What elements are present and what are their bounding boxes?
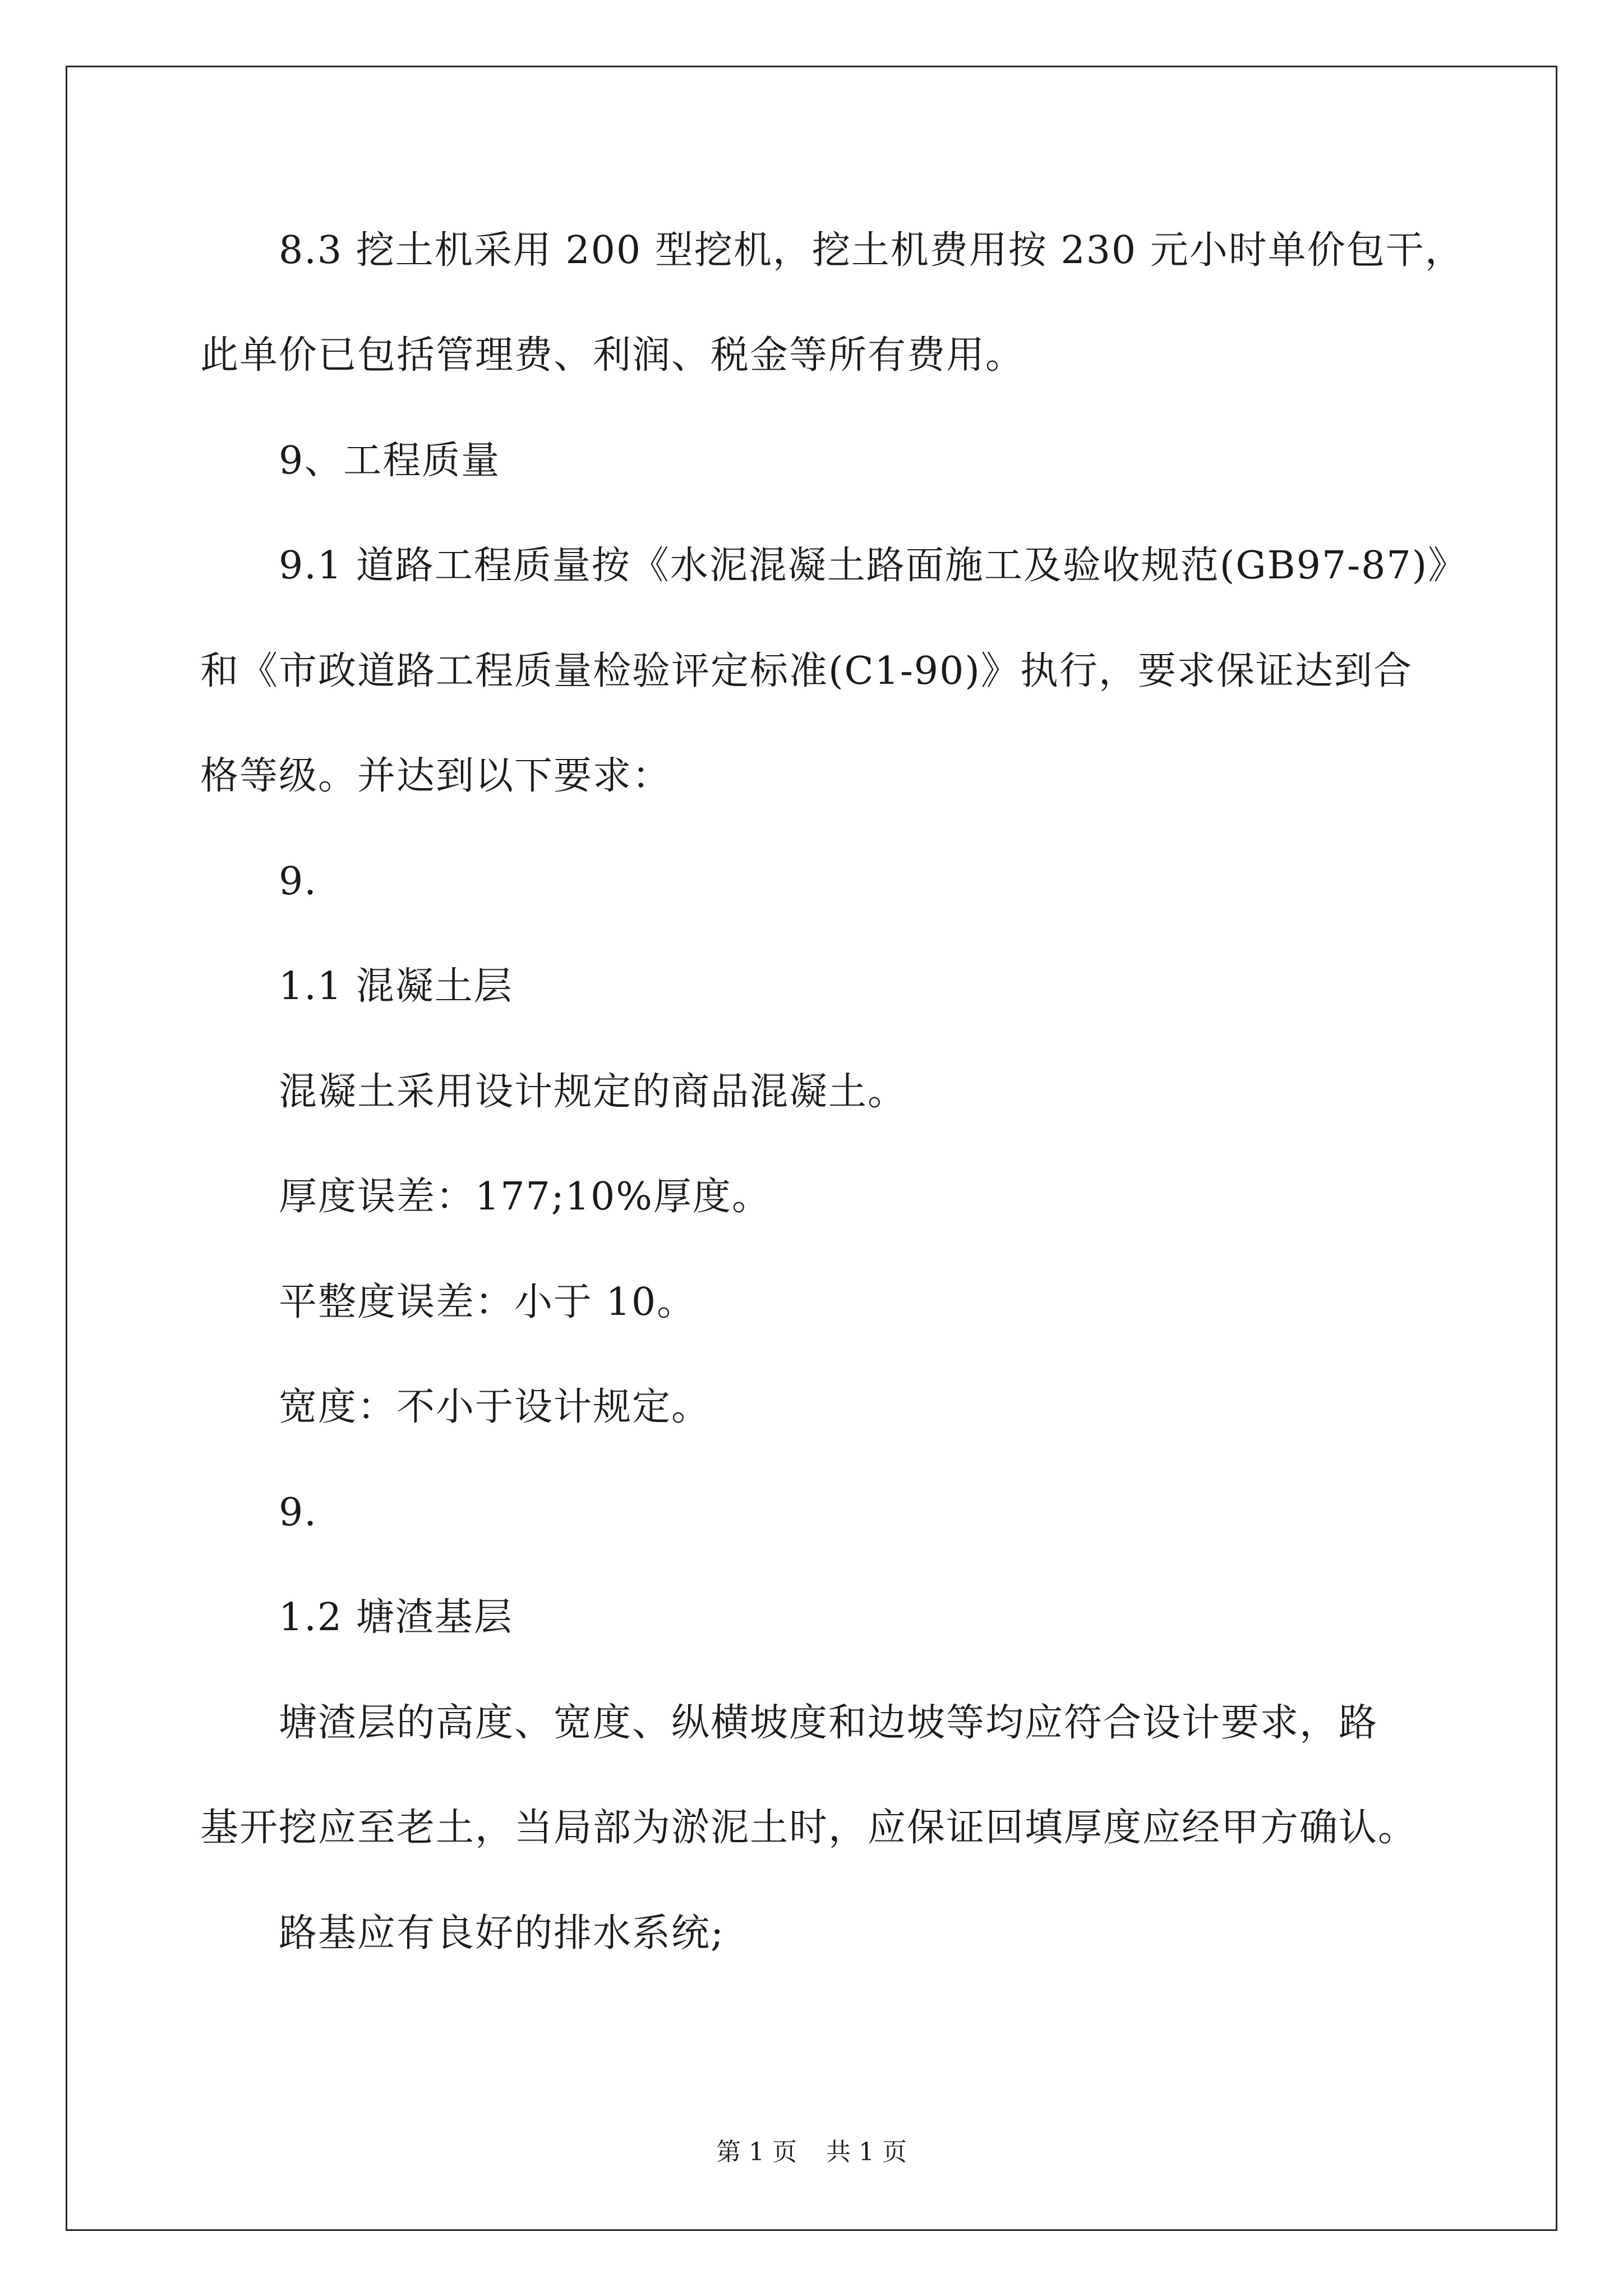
- gravel-base-line-1: 塘渣层的高度、宽度、纵横坡度和边坡等均应符合设计要求，路: [279, 1701, 1378, 1745]
- paragraph-9-1-line-1: 9.1 道路工程质量按《水泥混凝土路面施工及验收规范(GB97-87)》: [279, 544, 1468, 588]
- concrete-spec: 混凝土采用设计规定的商品混凝土。: [279, 1070, 907, 1114]
- gravel-base-line-2: 基开挖应至老土，当局部为淤泥土时，应保证回填厚度应经甲方确认。: [200, 1806, 1418, 1850]
- page-total: 共 1 页: [826, 2138, 907, 2166]
- page-footer: [0, 2140, 1623, 2165]
- subheading-concrete-layer: 1.1 混凝土层: [279, 964, 513, 1009]
- thickness-tolerance: 厚度误差：177;10%厚度。: [279, 1175, 771, 1219]
- section-heading-quality: 9、工程质量: [279, 439, 501, 483]
- page-number: 第 1 页: [716, 2138, 797, 2166]
- paragraph-8-3-line-2: 此单价已包括管理费、利润、税金等所有费用。: [200, 333, 1025, 378]
- subheading-gravel-base: 1.2 塘渣基层: [279, 1595, 513, 1640]
- numbering-fragment: 9.: [279, 859, 317, 904]
- numbering-fragment: 9.: [279, 1490, 317, 1535]
- page-border: [66, 66, 1557, 2231]
- paragraph-8-3-line-1: 8.3 挖土机采用 200 型挖机，挖土机费用按 230 元小时单价包干，: [279, 228, 1464, 273]
- paragraph-9-1-line-2: 和《市政道路工程质量检验评定标准(C1-90)》执行，要求保证达到合: [200, 649, 1413, 693]
- paragraph-9-1-line-3: 格等级。并达到以下要求：: [200, 754, 672, 798]
- drainage-requirement: 路基应有良好的排水系统;: [279, 1911, 725, 1955]
- flatness-tolerance: 平整度误差：小于 10。: [279, 1280, 697, 1324]
- width-requirement: 宽度：不小于设计规定。: [279, 1385, 711, 1429]
